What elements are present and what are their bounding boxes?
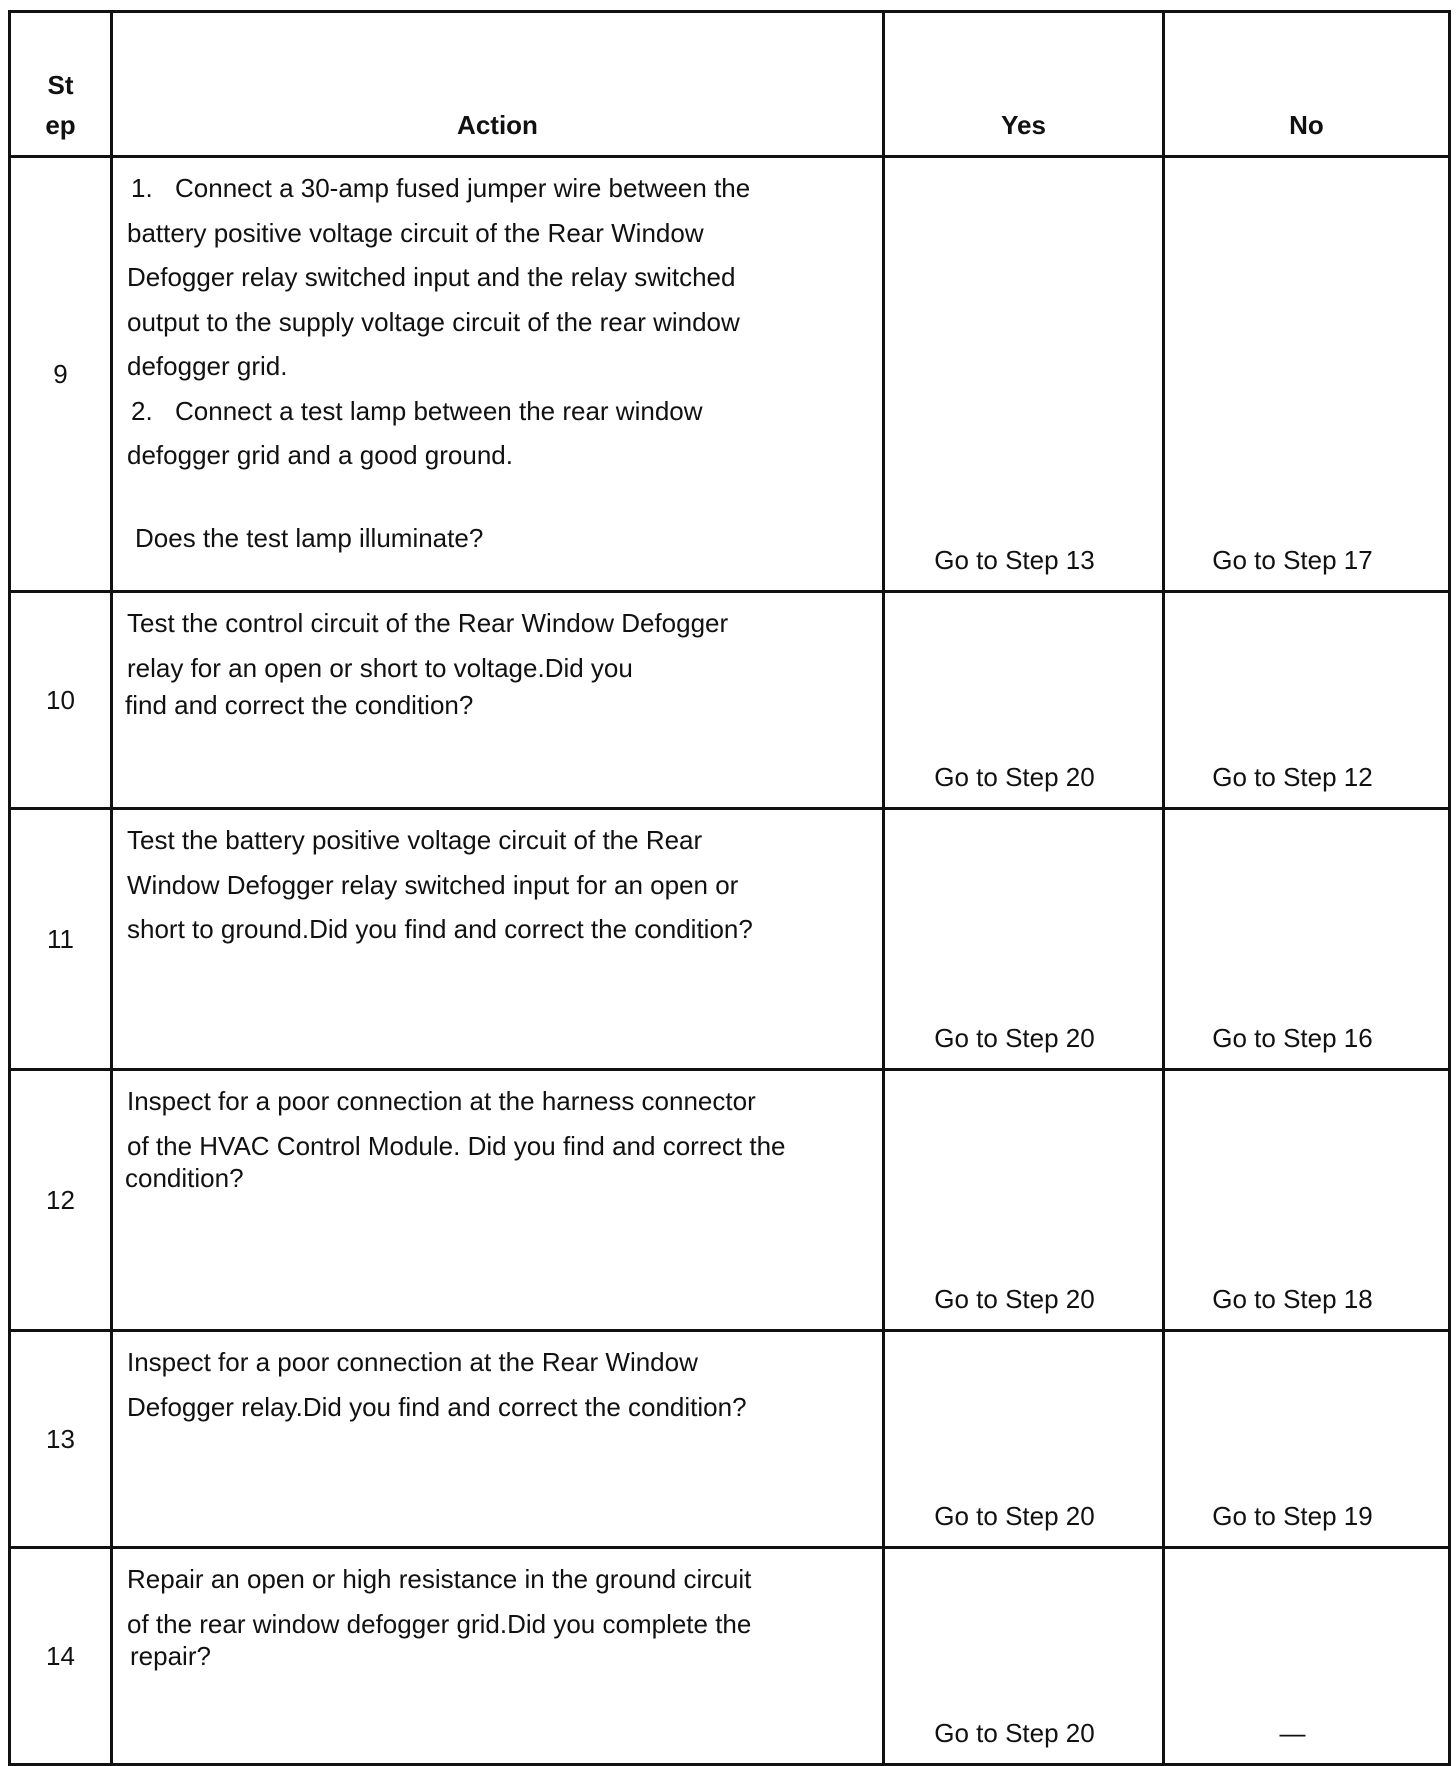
no-result: Go to Step 19 — [1212, 1501, 1373, 1531]
no-cell — [1164, 1070, 1450, 1331]
action-line: of the HVAC Control Module. Did you find and correct the — [127, 1130, 786, 1161]
no-result: Go to Step 12 — [1212, 762, 1373, 792]
header-no: No — [1164, 12, 1450, 157]
no-cell — [1164, 1548, 1450, 1765]
action-line: short to ground.Did you find and correct the condition? — [127, 914, 753, 944]
action-line: output to the supply voltage circuit of the rear window — [127, 306, 740, 337]
table-row — [10, 1331, 1450, 1548]
header-yes: Yes — [884, 12, 1164, 157]
table-row — [10, 809, 1450, 1070]
no-result: Go to Step 17 — [1212, 545, 1373, 575]
no-result: Go to Step 16 — [1212, 1023, 1373, 1053]
step-number: 10 — [10, 592, 112, 809]
action-line: battery positive voltage circuit of the Rear Window — [127, 217, 704, 248]
step-number: 13 — [10, 1331, 112, 1548]
header-step-line1: St — [47, 70, 74, 100]
action-line: 1. Connect a 30-amp fused jumper wire between the — [127, 166, 862, 211]
action-line: defogger grid and a good ground. — [127, 440, 513, 470]
yes-result: Go to Step 13 — [934, 545, 1095, 575]
yes-cell — [884, 157, 1164, 592]
action-line: Repair an open or high resistance in the ground circuit — [127, 1564, 752, 1594]
yes-result: Go to Step 20 — [934, 1023, 1095, 1053]
yes-result: Go to Step 20 — [934, 1718, 1095, 1748]
table-row — [10, 1070, 1450, 1331]
action-cell — [112, 157, 884, 592]
no-result: — — [1279, 1718, 1306, 1748]
step-number: 14 — [10, 1548, 112, 1765]
action-question: Does the test lamp illuminate? — [135, 522, 484, 553]
list-number: 2. — [131, 395, 153, 426]
no-cell — [1164, 1331, 1450, 1548]
no-cell — [1164, 592, 1450, 809]
yes-cell — [884, 1331, 1164, 1548]
action-line: Inspect for a poor connection at the Rear Window — [127, 1347, 698, 1377]
no-result: Go to Step 18 — [1212, 1284, 1373, 1314]
yes-result: Go to Step 20 — [934, 1284, 1095, 1314]
action-line: repair? — [130, 1641, 211, 1671]
table-row — [10, 1548, 1450, 1765]
header-step-line2: ep — [45, 110, 76, 140]
action-line: relay for an open or short to voltage.Did you — [127, 652, 633, 683]
yes-result: Go to Step 20 — [934, 762, 1095, 792]
yes-cell — [884, 592, 1164, 809]
action-line: Defogger relay switched input and the relay switched — [127, 262, 736, 292]
action-line: condition? — [125, 1163, 244, 1193]
yes-cell — [884, 1548, 1164, 1765]
list-number: 1. — [131, 173, 153, 203]
header-action: Action — [112, 12, 884, 157]
step-number: 12 — [10, 1070, 112, 1331]
action-line: 2. Connect a test lamp between the rear window — [127, 389, 862, 434]
table-row — [10, 157, 1450, 592]
diagnostic-table — [8, 10, 1451, 1766]
action-line: Test the battery positive voltage circuit of the Rear — [127, 825, 703, 855]
action-line: Inspect for a poor connection at the harness connector — [127, 1086, 756, 1116]
step-number: 9 — [10, 157, 112, 592]
action-cell — [112, 592, 884, 809]
header-step — [10, 12, 112, 157]
step-number: 11 — [10, 809, 112, 1070]
header-row — [10, 12, 1450, 157]
action-cell — [112, 1548, 884, 1765]
action-cell — [112, 1070, 884, 1331]
action-line: of the rear window defogger grid.Did you complete the — [127, 1608, 752, 1639]
action-cell — [112, 1331, 884, 1548]
yes-result: Go to Step 20 — [934, 1501, 1095, 1531]
yes-cell — [884, 809, 1164, 1070]
action-line: Test the control circuit of the Rear Window Defogger — [127, 608, 729, 638]
no-cell — [1164, 809, 1450, 1070]
action-line: find and correct the condition? — [125, 690, 474, 720]
no-cell — [1164, 157, 1450, 592]
action-line: Window Defogger relay switched input for an open or — [127, 869, 739, 900]
yes-cell — [884, 1070, 1164, 1331]
table-row — [10, 592, 1450, 809]
action-line: Defogger relay.Did you find and correct the condition? — [127, 1391, 747, 1422]
action-cell — [112, 809, 884, 1070]
action-line: defogger grid. — [127, 351, 288, 381]
